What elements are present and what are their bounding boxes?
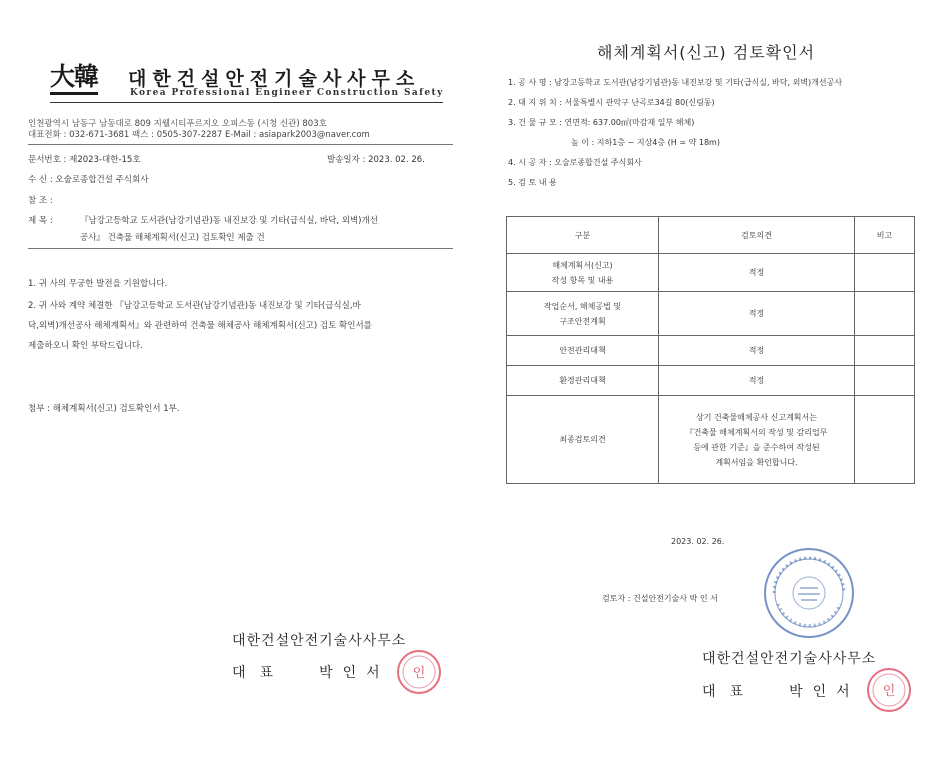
row-opinion: 적정 [659,336,855,366]
body-paragraph-2-line-1: 2. 귀 사와 계약 체결한 『남강고등학교 도서관(남강기념관)동 내진보강 및 기타(급식실,바 [28,301,361,311]
row-remarks [855,254,915,292]
review-table [506,216,915,484]
final-opinion-line: 상기 건축물해체공사 신고계획서는 [695,412,817,422]
recipient: 수 신 : 오술로종합건설 주식회사 [28,175,149,185]
letterhead-address: 인천광역시 남동구 남동대로 809 지웰시티푸르지오 오피스동 (시청 신관) 803호 [28,119,327,129]
table-header-row [507,217,915,254]
final-opinion-line: 『건축물 해체계획서의 작성 및 감리업무 [685,427,828,437]
review-title: 해체계획서(신고) 검토확인서 [597,43,816,62]
row-opinion: 적정 [659,292,855,336]
signature-representative [232,662,390,682]
table-row [507,292,915,336]
reference: 참 조 : [28,196,53,206]
letterhead-office-name: 대한건설안전기술사사무소 [128,68,421,90]
header-opinion: 검토의견 [659,217,855,254]
building-scale: 3. 건 물 규 모 : 연면적: 637.00㎡(마감재 일부 해체) [508,118,695,127]
row-category: 환경관리대책 [507,366,659,396]
project-name: 1. 공 사 명 : 남강고등학교 도서관(남강기념관)동 내진보강 및 기타(급식실, 바닥, 외벽)개선공사 [508,78,843,87]
header-category: 구분 [507,217,659,254]
subject-line-2: 공사』 건축물 해체계획서(신고) 검토확인 제출 건 [80,233,265,243]
table-row [507,366,915,396]
seal-text: 인 [882,684,896,699]
building-height: 높 이 : 지하1층 ~ 지상4층 (H = 약 18m) [571,138,720,147]
table-row [507,336,915,366]
representative-name: 박인서 [789,684,860,700]
final-category: 최종검토의견 [507,396,659,484]
letterhead-logo: 大韓 [50,62,98,95]
send-date: 발송일자 : 2023. 02. 26. [327,155,425,165]
final-opinion [659,396,855,484]
body-paragraph-1: 1. 귀 사의 무궁한 발전을 기원합니다. [28,279,168,289]
final-remarks [855,396,915,484]
subject-line-1: 『남강고등학교 도서관(남강기념관)동 내진보강 및 기타(급식실, 바닥, 외벽)개선 [80,216,378,226]
contact-divider [28,144,453,145]
review-date: 2023. 02. 26. [671,537,725,546]
final-review-row [507,396,915,484]
signature-representative [702,681,860,701]
row-opinion: 적정 [659,366,855,396]
review-content-heading: 5. 검 토 내 용 [508,178,557,187]
signature-organization: 대한건설안전기술사사무소 [232,633,407,649]
row-remarks [855,366,915,396]
final-opinion-line: 계획서임을 확인합니다. [715,457,798,467]
representative-label: 대표 [702,684,758,700]
category-line: 구조안전계획 [559,316,606,326]
attachment-note: 첨부 : 해체계획서(신고) 검토확인서 1부. [28,404,180,414]
row-category [507,292,659,336]
body-paragraph-2-line-2: 닥,외벽)개선공사 해체계획서』와 관련하여 건축물 해체공사 해체계획서(신고) 검토 확인서를 [28,321,372,331]
letterhead-contact: 대표전화 : 032-671-3681 팩스 : 0505-307-2287 E-Mail : asiapark2003@naver.com [28,130,370,140]
row-category: 안전관리대책 [507,336,659,366]
row-remarks [855,336,915,366]
table-row [507,254,915,292]
subject-label: 제 목 : [28,216,53,226]
row-category [507,254,659,292]
site-location: 2. 대 지 위 치 : 서울특별시 관악구 난곡로34길 80(신림동) [508,98,715,107]
doc-number: 문서번호 : 제2023-대한-15호 [28,155,141,165]
red-seal-stamp [865,666,913,714]
signature-organization: 대한건설안전기술사사무소 [702,651,877,667]
category-line: 해체계획서(신고) [552,260,613,270]
contractor: 4. 시 공 자 : 오술로종합건설 주식회사 [508,158,642,167]
red-seal-stamp [395,648,443,696]
engineer-round-seal [762,546,856,640]
header-remarks: 비고 [855,217,915,254]
category-line: 작성 항목 및 내용 [551,275,614,285]
subject-divider [28,248,453,249]
reviewer: 검토자 : 건설안전기술사 박 인 서 [602,594,718,603]
body-paragraph-2-line-3: 제출하오니 확인 부탁드립니다. [28,341,143,351]
category-line: 작업순서, 해체공법 및 [543,301,622,311]
seal-text: 인 [412,666,426,681]
letterhead-divider [50,102,443,103]
representative-label: 대표 [232,665,288,681]
row-opinion: 적정 [659,254,855,292]
row-remarks [855,292,915,336]
letterhead-office-name-en: Korea Professional Engineer Construction Safety [130,88,444,98]
representative-name: 박인서 [319,665,390,681]
final-opinion-line: 등에 관한 기준』을 준수하여 작성된 [693,442,820,452]
